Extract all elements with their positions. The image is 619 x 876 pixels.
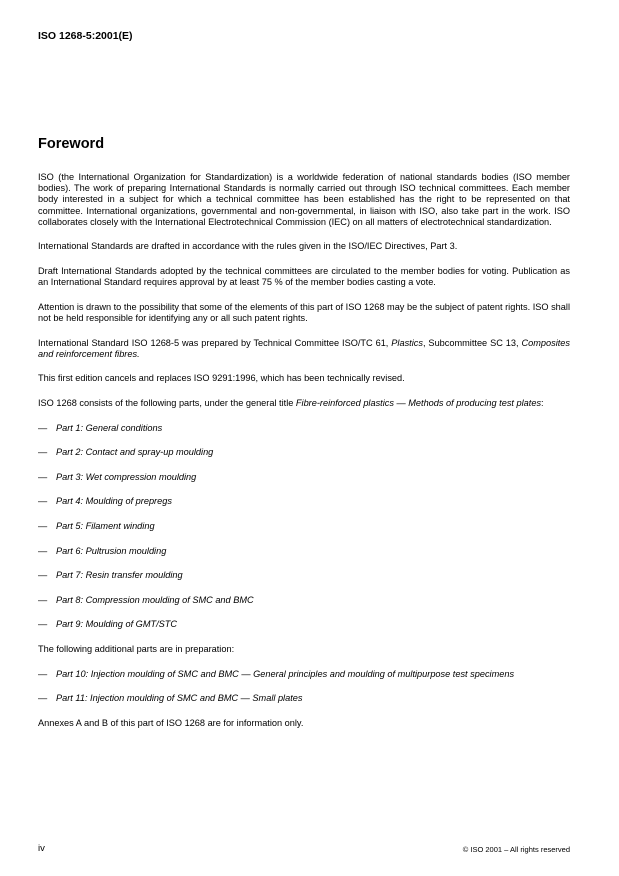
list-item: — Part 7: Resin transfer moulding	[38, 570, 183, 581]
paragraph-edition: This first edition cancels and replaces ISO 9291:1996, which has been technically revised.	[38, 373, 405, 384]
list-item: — Part 11: Injection moulding of SMC and BMC — Small plates	[38, 693, 303, 704]
paragraph-parts-intro: ISO 1268 consists of the following parts, under the general title Fibre-reinforced plastics — Methods of producing test plates:	[38, 397, 544, 408]
list-item: — Part 5: Filament winding	[38, 520, 155, 531]
list-item: — Part 10: Injection moulding of SMC and BMC — General principles and moulding of multipurpose test specimens	[38, 668, 515, 679]
paragraph-voting: Draft International Standards adopted by the technical committees are circulated to the member bodies for voting. Publication as an International Standard requires approval by at least 75 % of the member bodies casting a vote.	[38, 266, 570, 288]
paragraph-preparation: International Standard ISO 1268-5 was prepared by Technical Committee ISO/TC 61, Plastics, Subcommittee SC 13, Composites and reinforcement fibres.	[38, 337, 570, 359]
paragraph-directives: International Standards are drafted in accordance with the rules given in the ISO/IEC Directives, Part 3.	[38, 241, 458, 252]
list-item: — Part 2: Contact and spray-up moulding	[38, 447, 214, 458]
list-item: — Part 8: Compression moulding of SMC and BMC	[38, 594, 254, 605]
list-item: — Part 6: Pultrusion moulding	[38, 545, 167, 556]
page-title: Foreword	[38, 136, 105, 152]
paragraph-patent: Attention is drawn to the possibility that some of the elements of this part of ISO 1268 may be the subject of patent rights. ISO shall not be held responsible for identifying any or all such patent rights.	[38, 301, 570, 323]
list-item: — Part 3: Wet compression moulding	[38, 471, 197, 482]
copyright-notice: © ISO 2001 – All rights reserved	[462, 845, 570, 854]
document-id: ISO 1268-5:2001(E)	[38, 30, 133, 42]
page-number: iv	[38, 843, 45, 854]
paragraph-iso-intro: ISO (the International Organization for Standardization) is a worldwide federation of national standards bodies (ISO member bodies). The work of preparing International Standards is normally carried out through ISO technical committees. Each member body interested in a subject for which a technical committee has been established has the right to be represented on that committee. International organizations, governmental and non-governmental, in liaison with ISO, also take part in the work. ISO collaborates closely with the International Electrotechnical Commission (IEC) on all matters of electrotechnical standardization.	[38, 172, 570, 227]
list-item: — Part 9: Moulding of GMT/STC	[38, 619, 178, 630]
foreword-body	[38, 172, 570, 742]
list-item: — Part 4: Moulding of prepregs	[38, 496, 172, 507]
list-item: — Part 1: General conditions	[38, 422, 163, 433]
paragraph-in-preparation: The following additional parts are in preparation:	[38, 643, 235, 654]
paragraph-annexes: Annexes A and B of this part of ISO 1268 are for information only.	[38, 717, 304, 728]
